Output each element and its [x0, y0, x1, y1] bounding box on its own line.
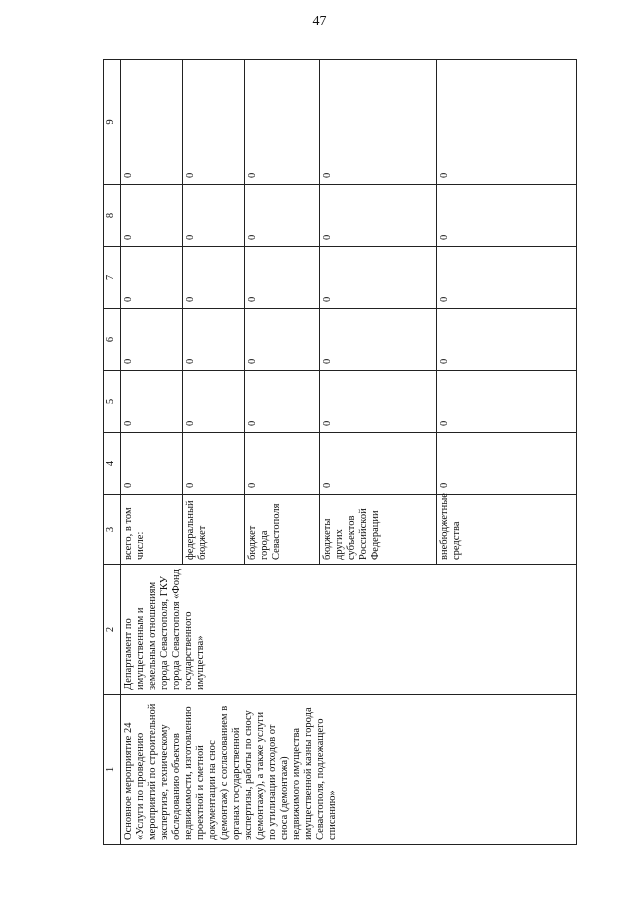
value-cell: 0 [121, 247, 183, 309]
value-cell: 0 [183, 247, 245, 309]
value-cell: 0 [437, 247, 577, 309]
value-cell: 0 [320, 60, 437, 185]
rotated-table-container [103, 60, 577, 845]
activity-cell: Основное мероприятие 24 «Услуги по проведению мероприятий по строительной экспертизе, техническому обследованию объектов недвижимости, изготовлению проектной и сметной документации на снос (демонтаж) с согласованием в органах государственной экспертизы, работы по сносу (демонтажу), а также услуги по утилизации отходов от сноса (демонтажа) недвижимого имущества имущественной казны города Севастополя, подлежащего списанию» [121, 695, 577, 845]
value-cell: 0 [320, 185, 437, 247]
value-cell: 0 [437, 309, 577, 371]
value-cell: 0 [320, 247, 437, 309]
value-cell: 0 [245, 433, 320, 495]
funding-table [103, 59, 577, 845]
header-cell: 7 [104, 247, 121, 309]
page-number: 47 [312, 14, 327, 29]
header-cell: 3 [104, 495, 121, 565]
header-cell: 8 [104, 185, 121, 247]
source-cell: бюджеты других субъектов Российской Федерации [320, 495, 437, 565]
value-cell: 0 [183, 371, 245, 433]
value-cell: 0 [320, 309, 437, 371]
value-cell: 0 [121, 433, 183, 495]
source-cell: федеральный бюджет [183, 495, 245, 565]
value-cell: 0 [121, 60, 183, 185]
header-cell: 1 [104, 695, 121, 845]
value-cell: 0 [183, 309, 245, 371]
value-cell: 0 [245, 60, 320, 185]
value-cell: 0 [121, 371, 183, 433]
value-cell: 0 [437, 185, 577, 247]
value-cell: 0 [245, 185, 320, 247]
value-cell: 0 [245, 247, 320, 309]
value-cell: 0 [183, 185, 245, 247]
header-cell: 5 [104, 371, 121, 433]
value-cell: 0 [437, 60, 577, 185]
value-cell: 0 [320, 371, 437, 433]
value-cell: 0 [121, 309, 183, 371]
value-cell: 0 [320, 433, 437, 495]
value-cell: 0 [183, 60, 245, 185]
header-cell: 6 [104, 309, 121, 371]
value-cell: 0 [121, 185, 183, 247]
value-cell: 0 [437, 371, 577, 433]
source-cell: всего, в том числе: [121, 495, 183, 565]
value-cell: 0 [437, 433, 577, 495]
source-cell: внебюджетные средства [437, 495, 577, 565]
header-cell: 9 [104, 60, 121, 185]
value-cell: 0 [183, 433, 245, 495]
source-cell: бюджет города Севастополя [245, 495, 320, 565]
header-row [104, 60, 121, 845]
executor-cell: Департамент по имущественным и земельным отношениям города Севастополя, ГКУ города Севастополя «Фонд государственного имущества» [121, 565, 577, 695]
value-cell: 0 [245, 371, 320, 433]
header-cell: 4 [104, 433, 121, 495]
value-cell: 0 [245, 309, 320, 371]
header-cell: 2 [104, 565, 121, 695]
table-row [121, 60, 183, 845]
